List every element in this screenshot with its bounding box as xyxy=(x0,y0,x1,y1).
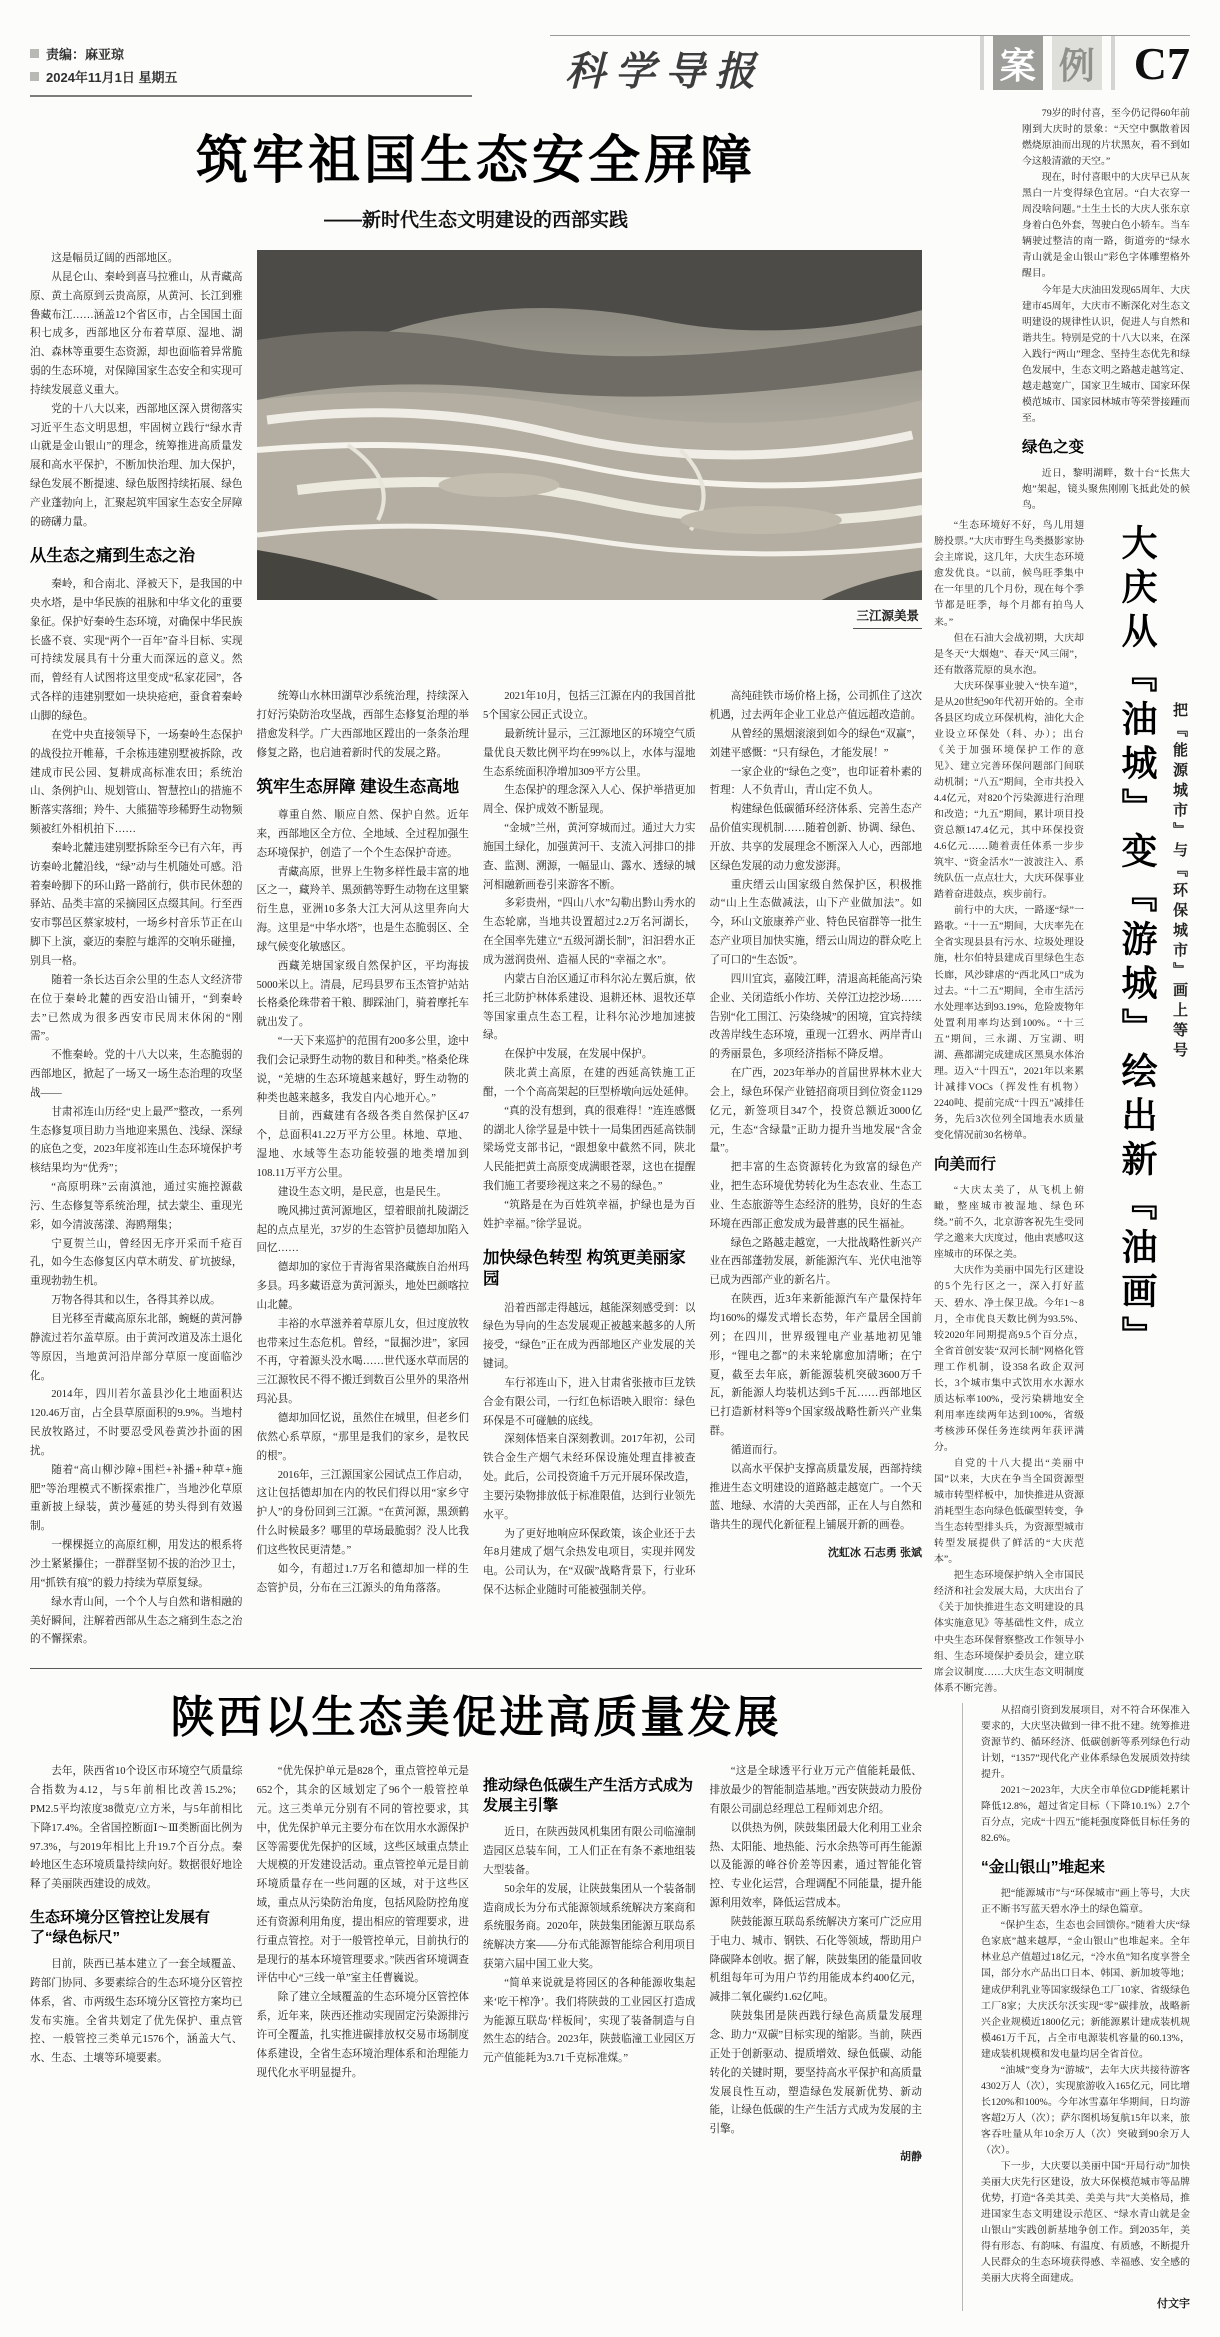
paragraph: 以高水平保护支撑高质量发展，西部持续推进生态文明建设的道路越走越宽广。一个天蓝、地绿、水清的大美西部，正在人与自然和谐共生的现代化新征程上铺展开新的画卷。 xyxy=(709,1463,922,1532)
shaanxi-columns xyxy=(30,1763,922,2164)
paragraph: 近日，在陕西鼓风机集团有限公司临潼制造园区总装车间，工人们正在有条不紊地组装大型装备。 xyxy=(483,1827,696,1876)
section-subhead: 从生态之痛到生态之治 xyxy=(30,546,195,565)
paragraph: 目前，西藏建有各级各类自然保护区47个，总面积41.22万平方公里。林地、草地、湿地、水域等生态功能较强的地类增加到108.11万平方公里。 xyxy=(256,1111,469,1180)
paragraph: 从曾经的黑烟滚滚到如今的绿色“双赢”，刘建平感慨：“只有绿色，才能发展！” xyxy=(709,728,922,759)
section-badge: 案 xyxy=(993,36,1043,90)
paragraph: “金城”兰州，黄河穿城而过。通过大力实施国土绿化，加强黄河干、支流入河排口的排查、监测、溯源，一幅显山、露水、透绿的城河相融新画卷引来游客不断。 xyxy=(483,823,696,891)
photo-block xyxy=(257,250,923,688)
paragraph: 沿着西部走得越远，越能深刻感受到：以绿色为导向的生态发展观正被越来越多的人所接受，“绿色”正在成为西部地区产业发展的关键词。 xyxy=(483,1302,696,1371)
article-column-3 xyxy=(483,688,696,1650)
section-badge: 例 xyxy=(1052,36,1102,90)
paragraph: 秦岭北麓违建别墅拆除至今已有六年，再访秦岭北麓沿线，“绿”动与生机随处可感。沿着秦岭脚下的环山路一路前行，供市民休憩的驿站、品类丰富的采摘园区点缀其间。行至西安市鄠邑区蔡家坡村，一场乡村音乐节正在山脚下上演，豪迈的秦腔与雄浑的交响乐碰撞，别具一格。 xyxy=(30,842,243,967)
badge-separator xyxy=(1111,36,1115,90)
paragraph: 把生态环境保护纳入全市国民经济和社会发展大局，大庆出台了《关于加快推进生态文明建设的具体实施意见》等基础性文件，成立中央生态环保督察整改工作领导小组、生态环境保护委员会，建立联席会议制度……大庆生态文明制度体系不断完善。 xyxy=(934,1570,1084,1694)
shaanxi-column-2 xyxy=(257,1763,470,2164)
paragraph: 重庆缙云山国家级自然保护区，积极推动“山上生态做减法，山下产业做加法”。如今，环山文旅康养产业、特色民宿群等一批生态产业项目加快实施，缙云山周边的群众吃上了可口的“生态饭”。 xyxy=(709,879,922,966)
paragraph: 在保护中发展，在发展中保护。 xyxy=(504,1049,653,1061)
paragraph: “一天下来巡护的范围有200多公里，途中我们会记录野生动物的数目和种类。”格桑伦珠说，“羌塘的生态环境越来越好，野生动物的种类也越来越多，我发自内心地开心。” xyxy=(256,1036,469,1104)
page-number: C7 xyxy=(1133,37,1190,89)
paragraph: “生态环境好不好，鸟儿用翅膀投票。”大庆市野生鸟类摄影家协会主席说，这几年，大庆生态环境愈发优良。“以前，候鸟旺季集中在一年里的几个月份，现在每个季节都是旺季，每个月都有拍鸟人来。” xyxy=(934,520,1084,628)
paragraph: 陕北黄土高原，在建的西延高铁施工正酣，一个个高高架起的巨型桥墩向远处延伸。 xyxy=(483,1068,696,1098)
paragraph: 随着一条长达百余公里的生态人文经济带在位于秦岭北麓的西安沿山铺开，“到秦岭去”已然成为很多西安市民周末休闲的“刚需”。 xyxy=(30,974,243,1043)
paragraph: 内蒙古自治区通辽市科尔沁左翼后旗，依托三北防护林体系建设、退耕还林、退牧还草等国家重点生态工程，让科尔沁沙地加速披绿。 xyxy=(483,973,696,1042)
paragraph: 大庆环保事业驶入“快车道”，是从20世纪90年代初开始的。全市各县区均成立环保机构，油化大企业设立环保处（科、办）；出台《关于加强环境保护工作的意见》、建立完善环保问题部门间联动机制；“八五”期间，全市共投入4.4亿元，对820个污染源进行治理和改造；“九五”期间，累计项目投资总额147.4亿元，其中环保投资4.6亿元……随着责任体系一步步筑牢、“资金活水”一波波注入、系统队伍一点点壮大，大庆环保事业踏着奋进鼓点，疾步前行。 xyxy=(934,680,1084,901)
vertical-headline-block xyxy=(1093,518,1190,1423)
paragraph: 但在石油大会战初期，大庆却是冬天“大烟炮”、春天“风三闹”，还有散落荒原的臭水泡。 xyxy=(934,632,1084,676)
photo-caption-row xyxy=(257,605,923,629)
bullet-square-icon xyxy=(30,49,39,58)
main-article xyxy=(30,118,922,1650)
paragraph: 陕鼓能源互联岛系统解决方案可广泛应用于电力、城市、钢铁、石化等领域，帮助用户降碳降本创收。据了解，陕鼓集团的能量回收机组每年可为用户节约用能成本约400亿元，减排二氧化碳约1.62亿吨。 xyxy=(709,1916,922,2004)
section-subhead: 筑牢生态屏障 建设生态高地 xyxy=(256,777,460,796)
paragraph: 德却加回忆说，虽然住在城里，但老乡们依然心系草原，“那里是我们的家乡，是牧民的根”。 xyxy=(256,1412,469,1462)
paragraph: 德却加的家位于青海省果洛藏族自治州玛多县。玛多藏语意为黄河源头，地处巴颜喀拉山北麓。 xyxy=(256,1262,469,1311)
shaanxi-column-4 xyxy=(710,1763,923,2164)
paragraph: 自党的十八大提出“美丽中国”以来，大庆在争当全国资源型城市转型样板中，加快推进从资源消耗型生态向绿色低碳型转变，争当生态转型排头兵，为资源型城市转型发展提供了鲜活的“大庆范本”。 xyxy=(934,1457,1084,1566)
paragraph: 以供热为例，陕鼓集团最大化利用工业余热、太阳能、地热能、污水余热等可再生能源以及能源的峰谷价差等因素，通过智能化管控、专业化运营，合理调配不同能量，提升能源利用效率，降低运营成本。 xyxy=(709,1822,922,1910)
paragraph: 2021～2023年，大庆全市单位GDP能耗累计降低12.8%，超过省定目标（下降10.1%）2.7个百分点，完成“十四五”能耗强度降低目标任务的82.6%。 xyxy=(981,1784,1190,1845)
daqing-middle-text xyxy=(934,518,1084,1696)
article-column-1 xyxy=(30,250,243,1650)
paragraph: 多彩贵州，“四山八水”勾勒出黔山秀水的生态轮廓，当地共设置超过2.2万名河湖长，在全国率先建立“五级河湖长制”，汩汩碧水正成为滋润贵州、造福人民的“幸福之水”。 xyxy=(483,898,696,966)
paragraph: 2014年，四川若尔盖县沙化土地面积达120.46万亩，占全县草原面积的9.9%。当地村民放牧路过，不时要忍受风卷黄沙扑面的困扰。 xyxy=(30,1389,243,1457)
paragraph: 尊重自然、顺应自然、保护自然。近年来，西部地区全方位、全地域、全过程加强生态环境保护，创造了一个个生态保护奇迹。 xyxy=(256,809,469,859)
paragraph: 甘肃祁连山历经“史上最严”整改，一系列生态修复项目助力当地迎来黑色、浅绿、深绿的底色之变，2023年度祁连山生态环境保护考核结果均为“优秀”； xyxy=(30,1106,243,1175)
paragraph: “真的没有想到，真的很难得！”连连感慨的湖北人徐学显是中铁十一局集团西延高铁制梁场党支部书记，“跟想象中截然不同，陕北人民能把黄土高原变成满眼苍翠，这也在提醒我们施工者要珍视这来之不易的绿色。” xyxy=(483,1105,696,1193)
byline: 胡静 xyxy=(900,2151,922,2164)
paragraph: 一棵棵挺立的高原红柳，用发达的根系将沙土紧紧攥住；一群群坚韧不拔的治沙卫士，用“抓铁有痕”的毅力持续为草原复绿。 xyxy=(30,1540,243,1589)
page-content xyxy=(30,106,1190,2311)
daqing-middle-row xyxy=(934,518,1190,1696)
article-column-4 xyxy=(710,688,923,1650)
paragraph: 万物各得其和以生，各得其养以成。 xyxy=(51,1295,221,1307)
paragraph: 绿水青山间，一个个人与自然和谐相融的美好瞬间，注解着西部从生态之痛到生态之治的不懈探索。 xyxy=(30,1596,243,1646)
publication-date: 2024年11月1日 星期五 xyxy=(46,70,178,85)
paragraph: 构建绿色低碳循环经济体系、完善生态产品价值实现机制……随着创新、协调、绿色、开放、共享的发展理念不断深入人心，西部地区绿色发展的动力愈发澎湃。 xyxy=(709,804,922,872)
paragraph: 车行祁连山下，进入甘肃省张掖市巨龙铁合金有限公司，一行红色标语映入眼帘：绿色环保是不可碰触的底线。 xyxy=(483,1377,696,1427)
paragraph: 这是幅员辽阔的西部地区。 xyxy=(51,253,179,264)
photo-caption: 三江源美景 xyxy=(853,605,922,629)
shaanxi-column-1 xyxy=(30,1763,243,2164)
article-divider-rule xyxy=(30,1668,922,1669)
shaanxi-column-3 xyxy=(483,1763,696,2164)
paragraph: 党的十八大以来，西部地区深入贯彻落实习近平生态文明思想，牢固树立践行“绿水青山就是金山银山”的理念，统筹推进高质量发展和高水平保护，不断加快治理、加大保护，绿色发展不断提速、绿色版图持续拓展、绿色产业蓬勃向上，汇聚起筑牢国家生态安全屏障的磅礴力量。 xyxy=(30,403,243,528)
paragraph: “大庆太美了，从飞机上俯瞰，整座城市被湿地、绿色环绕。”前不久，北京游客祝先生受同学之邀来大庆度过，他由衷感叹这座城市的环保之美。 xyxy=(934,1185,1084,1261)
paragraph: 把丰富的生态资源转化为致富的绿色产业，把生态环境优势转化为生态农业、生态工业、生态旅游等生态经济的胜势，良好的生态环境在西部正愈发成为最普惠的民生福祉。 xyxy=(709,1162,922,1230)
paragraph: 在陕西，近3年来新能源汽车产量保持年均160%的爆发式增长态势，年产量居全国前列；在四川，世界级锂电产业基地初见雏形，“锂电之都”的未来轮廓愈加清晰；在宁夏，截至去年底，新能源装机突破3600万千瓦，新能源人均装机达到5千瓦……西部地区已打造新材料等9个国家级战略性新兴产业集群。 xyxy=(709,1294,922,1438)
paragraph: 陕鼓集团是陕西践行绿色高质量发展理念、助力“双碳”目标实现的缩影。当前，陕西正处于创新驱动、提质增效、绿色低碳、动能转化的关键时期，要坚持高水平保护和高质量发展良性互动，塑造绿色发展新优势、新动能，让绿色低碳的生产生活方式成为发展的主引擎。 xyxy=(709,2011,922,2136)
paragraph: 深刻体悟来自深刻教训。2017年初，公司铁合金生产烟气未经环保设施处理直排被查处。此后，公司投资逾千万元开展环保改造，主要污染物排放低于标准限值，达到行业领先水平。 xyxy=(483,1434,696,1521)
paragraph: 绿色之路越走越宽，一大批战略性新兴产业在西部蓬勃发展，新能源汽车、光伏电池等已成为西部产业的新名片。 xyxy=(709,1237,922,1287)
paragraph: 把“能源城市”与“环保城市”画上等号，大庆正不断书写蓝天碧水净土的绿色篇章。 xyxy=(981,1888,1190,1916)
paragraph: 从昆仑山、秦岭到喜马拉雅山，从青藏高原、黄土高原到云贵高原，从黄河、长江到雅鲁藏布江……涵盖12个省区市，占全国国土面积七成多，西部地区分布着草原、湿地、湖泊、森林等重要生态资源，却也面临着异常脆弱的生态环境，对保障国家生态安全和实现可持续发展意义重大。 xyxy=(30,271,243,396)
left-section xyxy=(30,106,922,2164)
paragraph: 在党中央直接领导下，一场秦岭生态保护的战役拉开帷幕，千余栋违建别墅被拆除，改建成市民公园、复耕成高标准农田；系统治山、条例护山、规划管山、智慧控山的措施不断落实落细；羚牛、大熊猫等珍稀野生动物频频被红外相机拍下…… xyxy=(30,729,243,836)
paragraph: 宁夏贺兰山，曾经因无序开采而千疮百孔，如今生态修复区内草木萌发、矿坑披绿，重现勃勃生机。 xyxy=(30,1238,243,1288)
paragraph: 2021年10月，包括三江源在内的我国首批5个国家公园正式设立。 xyxy=(483,691,696,722)
paragraph: 去年，陕西省10个设区市环境空气质量综合指数为4.12，与5年前相比改善15.2%；PM2.5平均浓度38微克/立方米，与5年前相比下降17.4%。全省国控断面Ⅰ～Ⅲ类断面比例为97.3%，与2019年相比上升19.7个百分点。秦岭地区生态环境质量持续向好。数据很好地诠释了美丽陕西建设的成效。 xyxy=(30,1766,243,1891)
daqing-top-text xyxy=(1022,106,1190,514)
section-subhead: 绿色之变 xyxy=(1022,438,1085,456)
edition-info xyxy=(30,40,472,97)
vertical-headline: 大庆从『油城』变『游城』绘出新『油画』 xyxy=(1117,524,1157,1361)
masthead: 科学导报 xyxy=(565,49,765,94)
paragraph: 如今，有超过1.7万名和德却加一样的生态管护员，分布在三江源头的角角落落。 xyxy=(256,1563,469,1594)
paragraph: 今年是大庆油田发现65周年、大庆建市45周年，大庆市不断深化对生态文明建设的规律性认识，促进人与自然和谐共生。特别是党的十八大以来，在深入践行“两山”理念、坚持生态优先和绿色发展中，生态文明之路越走越笃定、越走越宽广，国家卫生城市、国家环保模范城市、国家园林城市等荣誉接踵而至。 xyxy=(1022,284,1190,424)
paragraph: “这是全球透平行业万元产值能耗最低、排放最少的智能制造基地。”西安陕鼓动力股份有限公司副总经理总工程师刘忠介绍。 xyxy=(709,1766,922,1815)
section-subhead: 向美而行 xyxy=(934,1156,997,1174)
paragraph: 近日，黎明湖畔，数十台“长焦大炮”架起，镜头聚焦刚刚飞抵此处的候鸟。 xyxy=(1022,468,1190,512)
badge-separator xyxy=(980,36,984,90)
paragraph: 随着“高山柳沙障+围栏+补播+种草+施肥”等治理模式不断探索推广，当地沙化草原重新披上绿装，黄沙蔓延的势头得到有效遏制。 xyxy=(30,1464,243,1533)
section-subhead: “金山银山”堆起来 xyxy=(981,1859,1106,1877)
paragraph: 生态保护的理念深入人心、保护举措更加周全、保护成效不断显现。 xyxy=(483,785,696,816)
paragraph: 2016年，三江源国家公园试点工作启动，这让包括德却加在内的牧民们得以用“家乡守护人”的身份回到三江源。“在黄河源，黑颈鹤什么时候最多？哪里的草场最脆弱？没人比我们这些牧民更清楚。” xyxy=(256,1469,469,1556)
vertical-subtitle: 把『能源城市』与『环保城市』画上等号 xyxy=(1171,702,1187,1063)
paragraph: 四川宜宾，嘉陵江畔，清退高耗能高污染企业、关闭造纸小作坊、关停江边挖沙场……告别“化工围江、污染绕城”的困境，宜宾持续改善岸线生态环境，重现一江碧水、两岸青山的秀丽景色，多项经济指标不降反增。 xyxy=(709,973,922,1061)
paragraph: 秦岭，和合南北、泽被天下，是我国的中央水塔，是中华民族的祖脉和中华文化的重要象征。保护好秦岭生态环境，对确保中华民族长盛不衰、实现“两个一百年”奋斗目标、实现可持续发展具有十分重大而深远的意义。然而，曾经有人试图将这里变成“私家花园”，各式各样的违建别墅如一块块疮疤，蚕食着秦岭山脚的绿色。 xyxy=(30,579,243,722)
paragraph: 前行中的大庆，一路逐“绿”一路歌。“十一五”期间，大庆率先在全省实现县县有污水、垃圾处理设施，杜尔伯特县建成百里绿色生态长廊，风沙肆虐的“西北风口”成为过去。“十二五”期间，全市生活污水处理率达到93.19%，危险废物年处置利用率均达到100%。“十三五”期间，三永湖、万宝湖、明湖、燕都湖完成建成区黑臭水体治理。迈入“十四五”，2021年以来累计减排VOCs（挥发性有机物）2240吨、提前完成“十四五”减排任务，先后3次位列全国地表水质量变化情况前30名榜单。 xyxy=(934,905,1084,1141)
paragraph: 现在，时付喜眼中的大庆早已从灰黑白一片变得绿色宜居。“白大衣穿一周没啥问题。”土生土长的大庆人张东京身着白色外套，驾驶白色小轿车。当车辆驶过整洁的南一路，街道旁的“绿水青山就是金山银山”彩色字体雕塑格外醒目。 xyxy=(1022,172,1190,280)
paragraph: 一家企业的“绿色之变”，也印证着朴素的哲理：人不负青山，青山定不负人。 xyxy=(709,766,922,797)
paragraph: 高纯硅铁市场价格上扬，公司抓住了这次机遇，过去两年企业工业总产值远超改造前。 xyxy=(709,691,922,722)
paragraph: 从招商引资到发展项目，对不符合环保准入要求的，大庆坚决做到一律不批不建。统筹推进资源节约、循环经济、低碳创新等系列绿色行动计划，“1357”现代化产业体系绿色发展质效持续提升。 xyxy=(981,1704,1190,1780)
section-subhead: 加快绿色转型 构筑更美丽家园 xyxy=(483,1248,686,1289)
paragraph: “保护生态，生态也会回馈你。”随着大庆“绿色家底”越来越厚，“金山银山”也堆起来。全年林业总产值超过18亿元，“冷水鱼”知名度享誉全国，部分水产品出口日本、韩国、新加坡等地；建成伊利乳业等国家级绿色工厂10家、省级绿色工厂8家；大庆沃尔沃实现“零”碳排放，战略新兴企业规模近1800亿元；新能源累计建成装机规模461万千瓦，占全市电源装机容量的60.13%，建成装机规模和发电量均居全省首位。 xyxy=(981,1920,1190,2060)
paragraph: “油城”变身为“游城”，去年大庆共接待游客4302万人（次），实现旅游收入165亿元，同比增长120%和100%。今年冰雪嘉年华期间，日均游客超2万人（次）；萨尔图机场复航15年以来，旅客吞吐量从年10余万人（次）突破到90余万人（次）。 xyxy=(981,2064,1190,2156)
shaanxi-article xyxy=(30,1681,922,2164)
page-header xyxy=(30,24,1190,102)
article-column-2 xyxy=(257,688,470,1650)
byline: 付文宇 xyxy=(1157,2298,1190,2311)
landscape-photo xyxy=(257,250,923,600)
paragraph: 50余年的发展，让陕鼓集团从一个装备制造商成长为分布式能源领域系统解决方案商和系统服务商。2020年，陕鼓集团能源互联岛系统解决方案——分布式能源智能综合利用项目获第六届中国工业大奖。 xyxy=(483,1883,696,1971)
paragraph: 晚风拂过黄河源地区，望着眼前扎陵湖泛起的点点星光，37岁的生态管护员德却加陷入回忆…… xyxy=(256,1205,469,1255)
paragraph: 在广西，2023年举办的首届世界林木业大会上，绿色环保产业链招商项目到位资金1129亿元，新签项目347个，投资总额近3000亿元，生态“含绿量”正助力提升当地发展“含金量”。 xyxy=(709,1068,922,1155)
daqing-bottom-text xyxy=(962,1703,1190,2312)
date-line xyxy=(30,67,472,86)
paragraph: 统筹山水林田湖草沙系统治理，持续深入打好污染防治攻坚战，西部生态修复治理的举措愈发科学。广大西部地区蹚出的一条条治理修复之路，也启迪着新时代的发展之路。 xyxy=(256,691,469,759)
section-subhead: 推动绿色低碳生产生活方式成为发展主引擎 xyxy=(483,1777,694,1814)
paragraph: 目光移至青藏高原东北部，蜿蜒的黄河静静流过若尔盖草原。由于黄河改道及冻土退化等原因，当地黄河沿岸部分草原一度面临沙化。 xyxy=(30,1314,243,1382)
section-and-pageno xyxy=(980,36,1190,90)
editor-line xyxy=(30,44,472,63)
paragraph: 建设生态文明，是民意，也是民生。 xyxy=(277,1186,448,1198)
paragraph: 西藏羌塘国家级自然保护区，平均海拔5000米以上。清晨，尼玛县罗布玉杰管护站站长格桑伦珠带着干粮、脚踩油门，骑着摩托车就出发了。 xyxy=(256,960,469,1029)
main-article-columns xyxy=(30,250,922,1650)
shaanxi-headline: 陕西以生态美促进高质量发展 xyxy=(170,1693,782,1743)
section-subhead: 生态环境分区管控让发展有了“绿色标尺” xyxy=(30,1909,211,1946)
main-subtitle: ——新时代生态文明建设的西部实践 xyxy=(323,210,628,231)
paragraph: 目前，陕西已基本建立了一套全域覆盖、跨部门协同、多要素综合的生态环境分区管控体系，省、市两级生态环境分区管控方案均已发布实施。全省共划定了优先保护、重点管控、一般管控三类单元1576个，涵盖大气、水、生态、土壤等环境要素。 xyxy=(30,1959,243,2065)
paragraph: 除了建立全域覆盖的生态环境分区管控体系，近年来，陕西还推动实现固定污染源排污许可全覆盖，扎实推进碳排放权交易市场制度体系建设，全省生态环境治理体系和治理能力现代化水平明显提升。 xyxy=(256,1992,469,2079)
paragraph: 最新统计显示，三江源地区的环境空气质量优良天数比例平均在99%以上，水体与湿地生态系统面积净增加309平方公里。 xyxy=(483,728,696,778)
paragraph: “简单来说就是将园区的各种能源收集起来‘吃干榨净’。我们将陕鼓的工业园区打造成为能源互联岛‘样板间’，实现了装备制造与自然生态的结合。2023年，陕鼓临潼工业园区万元产值能耗为3.71千克标准煤。” xyxy=(483,1977,696,2065)
paragraph: 79岁的时付喜，至今仍记得60年前刚到大庆时的景象：“天空中飘散着因燃烧原油而出现的片状黑灰，看不到如今这般清澈的天空。” xyxy=(1022,108,1190,168)
paragraph: 为了更好地响应环保政策，该企业还于去年8月建成了烟气余热发电项目，实现并网发电。公司认为，在“双碳”战略背景下，行业环保不达标企业随时可能被强制关停。 xyxy=(483,1528,696,1597)
editor-name: 责编：麻亚琼 xyxy=(46,47,125,62)
paragraph: 下一步，大庆要以美丽中国“开局行动”加快美丽大庆先行区建设，放大环保模范城市等品牌优势，打造“各美其美、美美与共”大美格局，推进国家生态文明建设示范区、“绿水青山就是金山银山”实践创新基地争创工作。到2035年，美得有形态、有韵味、有温度、有质感，不断提升人民群众的生态环境获得感、幸福感、安全感的美丽大庆将全面建成。 xyxy=(981,2161,1190,2285)
paragraph: 不惟秦岭。党的十八大以来，生态脆弱的西部地区，掀起了一场又一场生态治理的攻坚战—— xyxy=(30,1050,243,1099)
byline: 沈虹冰 石志勇 张斌 xyxy=(827,1547,922,1560)
paragraph: 大庆作为美丽中国先行区建设的5个先行区之一，深入打好蓝天、碧水、净土保卫战。今年1～8月，全市优良天数比例为93.5%、较2020年同期提高9.5个百分点，全省首创安装“双河长制”网格化管理工作机制，设358名政企双河长，3个城市集中式饮用水水源水质达标率100%，受污染耕地安全利用率连续两年达到100%，省级考核涉环保任务连续两年获评满分。 xyxy=(934,1265,1084,1453)
paragraph: 青藏高原，世界上生物多样性最丰富的地区之一，藏羚羊、黑颈鹤等野生动物在这里繁衍生息，亚洲10多条大江大河从这里奔向大海。这里是“中华水塔”，也是生态脆弱区、全球气候变化敏感区。 xyxy=(256,866,469,953)
bullet-square-icon xyxy=(30,72,39,81)
daqing-article xyxy=(934,106,1190,2311)
paragraph: 循道而行。 xyxy=(730,1444,784,1456)
main-headline: 筑牢祖国生态安全屏障 xyxy=(195,132,756,190)
paragraph: “筑路是在为百姓筑幸福，护绿也是为百姓护幸福。”徐学显说。 xyxy=(483,1199,696,1230)
paragraph: 丰裕的水草滋养着草原儿女，但过度放牧也带来过生态危机。曾经，“鼠掘沙进”，家园不再，守着源头没水喝……世代逐水草而居的三江源牧民不得不搬迁到数百公里外的果洛州玛沁县。 xyxy=(256,1318,469,1406)
paragraph: “优先保护单元是828个，重点管控单元是652个，其余的区域划定了96个一般管控单元。这三类单元分别有不同的管控要求，其中，优先保护单元主要分布在饮用水水源保护区等需要优先保护的区域，这些区域重点禁止大规模的开发建设活动。重点管控单元是目前环境质量存在一些问题的区域，对于这些区域，重点从污染防治角度，包括风险防控角度还有资源利用角度，提出相应的管理要求，进行重点管控。对于一般管控单元，目前执行的是现行的基本环境管理要求。”陕西省环境调查评估中心“三线一单”室主任曹巍说。 xyxy=(256,1766,469,1985)
paragraph: “高原明珠”云南滇池，通过实施控源截污、生态修复等系统治理，拭去蒙尘、重现光彩，如今清波荡漾、海鸥翔集； xyxy=(30,1182,243,1231)
